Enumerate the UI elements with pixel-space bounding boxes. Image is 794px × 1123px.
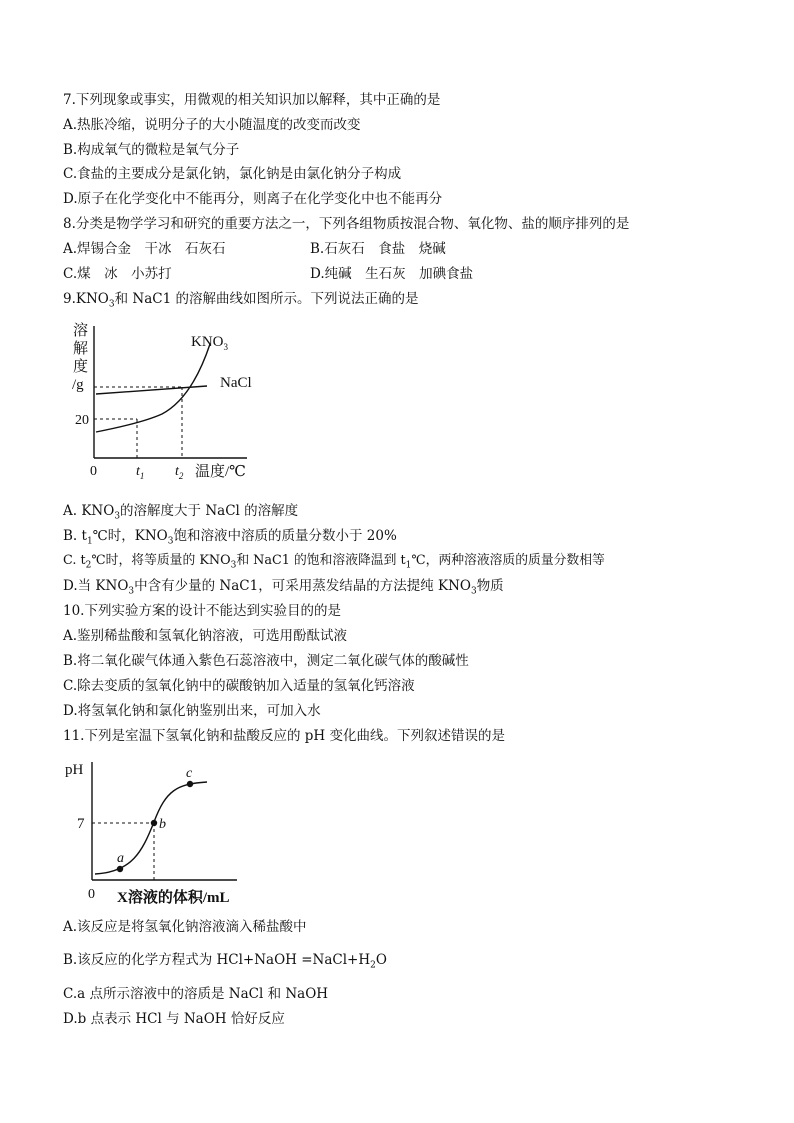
q8-option-c: C.煤 冰 小苏打 xyxy=(63,266,172,282)
ylabel-4: /g xyxy=(72,377,84,393)
nacl-label: NaCl xyxy=(220,375,252,391)
ylabel-2: 解 xyxy=(73,341,89,357)
xlabel: X溶液的体积/mL xyxy=(117,890,230,906)
q11-stem: 11.下列是室温下氢氧化钠和盐酸反应的 pH 变化曲线。下列叙述错误的是 xyxy=(63,728,505,744)
ylabel: pH xyxy=(65,762,84,778)
kno3-label: $KNO_3$ xyxy=(191,334,228,352)
q10-option-c: C.除去变质的氢氧化钠中的碳酸钠加入适量的氢氧化钙溶液 xyxy=(63,678,415,694)
t2-label: $t_2$ xyxy=(175,464,184,481)
q7-stem: 7.下列现象或事实，用微观的相关知识加以解释，其中正确的是 xyxy=(63,92,441,108)
point-b xyxy=(151,820,157,826)
origin-label: 0 xyxy=(90,464,97,479)
solubility-graph xyxy=(62,318,272,493)
q9-option-a: A. $KNO_3$的溶解度大于 NaCl 的溶解度 xyxy=(63,503,299,522)
q8-option-a: A.焊锡合金 干冰 石灰石 xyxy=(63,241,226,257)
q10-option-a: A.鉴别稀盐酸和氢氧化钠溶液，可选用酚酞试液 xyxy=(63,628,348,644)
xlabel: 温度/℃ xyxy=(195,464,246,480)
q11-option-b: B.该反应的化学方程式为 HCl+NaOH $=NaCl+H_2O$ xyxy=(63,952,387,971)
ylabel-1: 溶 xyxy=(73,323,89,339)
label-a: a xyxy=(117,851,124,866)
ylabel-3: 度 xyxy=(73,359,89,375)
q9-option-c: C. $t_2℃$时，将等质量的 $KNO_3$和 NaC1 的饱和溶液降温到 $t_1℃$，两种溶液溶质的质量分数相等 xyxy=(63,553,605,571)
ytick-7: 7 xyxy=(77,816,85,832)
q9-stem: $9.KNO_3$和 NaC1 的溶解曲线如图所示。下列说法正确的是 xyxy=(63,291,419,310)
q10-option-b: B.将二氧化碳气体通入紫色石蕊溶液中，测定二氧化碳气体的酸碱性 xyxy=(63,653,469,669)
ytick-20: 20 xyxy=(75,413,89,428)
q7-option-b: B.构成氧气的微粒是氧气分子 xyxy=(63,142,240,158)
label-c: c xyxy=(186,766,193,781)
q8-stem: 8.分类是物学学习和研究的重要方法之一，下列各组物质按混合物、氧化物、盐的顺序排列的是 xyxy=(63,216,630,232)
ph-graph xyxy=(62,752,272,912)
q11-option-d: D.b 点表示 HCl 与 NaOH 恰好反应 xyxy=(63,1011,285,1027)
q7-option-c: C.食盐的主要成分是氯化钠，氯化钠是由氯化钠分子构成 xyxy=(63,166,402,182)
q11-option-c: C.a 点所示溶液中的溶质是 NaCl 和 NaOH xyxy=(63,986,329,1002)
q9-option-d: D.当 $KNO_3$中含有少量的 NaC1，可采用蒸发结晶的方法提纯 $KNO_3$物质 xyxy=(63,578,504,597)
q8-option-d: D.纯碱 生石灰 加碘食盐 xyxy=(310,266,474,282)
q7-option-a: A.热胀冷缩，说明分子的大小随温度的改变而改变 xyxy=(63,117,361,133)
ph-curve xyxy=(95,782,207,874)
t1-label: $t_1$ xyxy=(136,464,145,481)
label-b: b xyxy=(159,817,166,832)
point-c xyxy=(187,781,193,787)
point-a xyxy=(117,866,123,872)
origin-label: 0 xyxy=(88,887,95,902)
q11-option-a: A.该反应是将氢氧化钠溶液滴入稀盐酸中 xyxy=(63,919,307,935)
q9-option-b: B. $t_1℃$时，$KNO_3$饱和溶液中溶质的质量分数小于 20% xyxy=(63,528,397,547)
q10-option-d: D.将氢氧化钠和氯化钠鉴别出来，可加入水 xyxy=(63,703,321,719)
q8-option-b: B.石灰石 食盐 烧碱 xyxy=(310,241,446,257)
q10-stem: 10.下列实验方案的设计不能达到实验目的的是 xyxy=(63,603,341,619)
q7-option-d: D.原子在化学变化中不能再分，则离子在化学变化中也不能再分 xyxy=(63,191,443,207)
